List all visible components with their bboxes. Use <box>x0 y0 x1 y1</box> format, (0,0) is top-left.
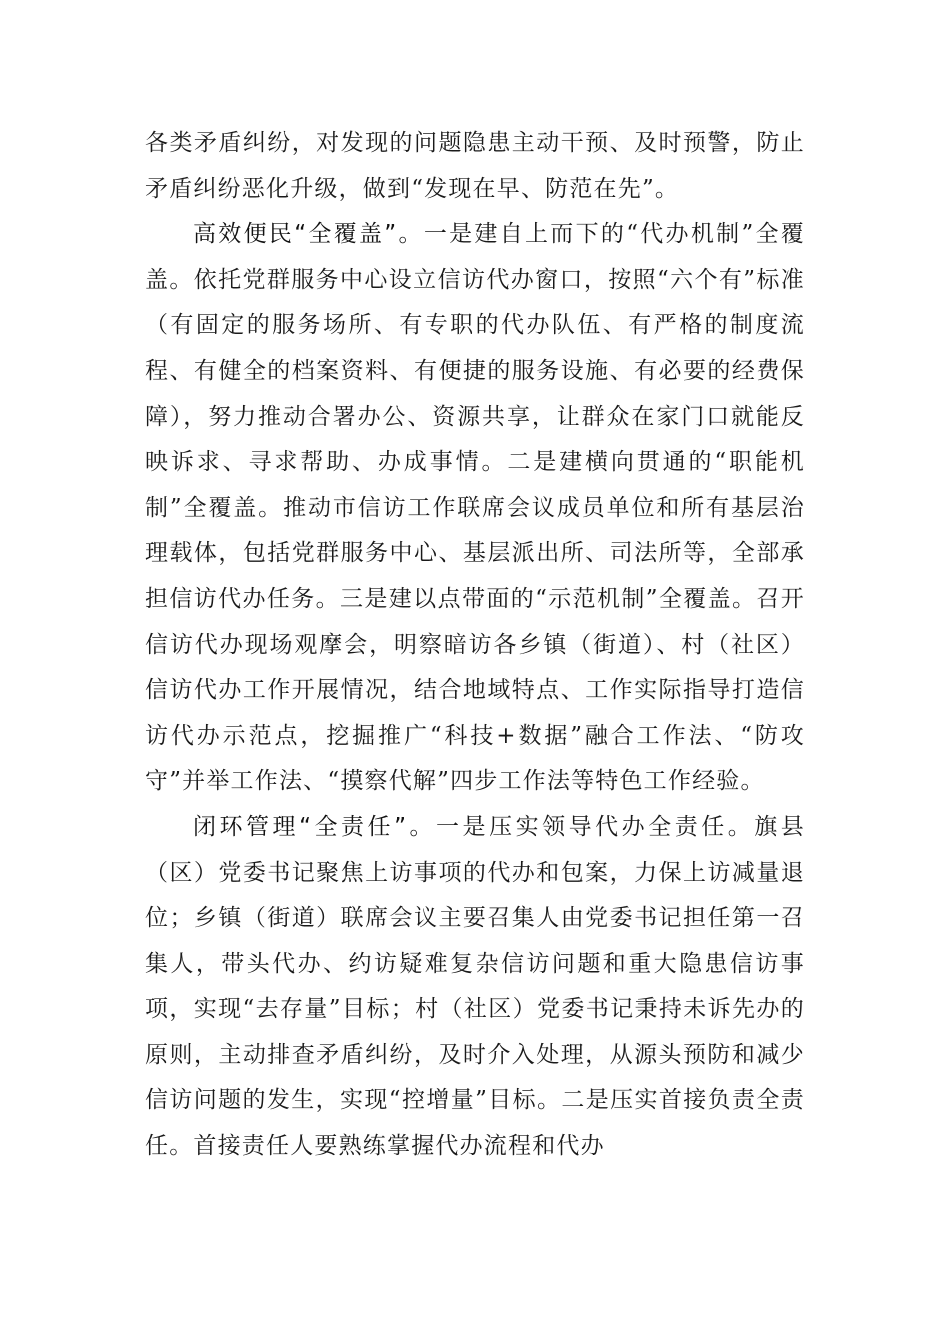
paragraph-body-text: 一是压实领导代办全责任。旗县（区）党委书记聚焦上访事项的代办和包案，力保上访减量退位；乡镇（街道）联席会议主要召集人由党委书记担任第一召集人，带头代办、约访疑难复杂信访问题和重大隐患信访事项，实现“去存量”目标；村（社区）党委书记秉持未诉先办的原则，主动排查矛盾纠纷，及时介入处理，从源头预防和减少信访问题的发生，实现“控增量”目标。二是压实首接负责全责任。首接责任人要熟练掌握代办流程和代办 <box>145 813 805 1160</box>
paragraph-lead-heading: 闭环管理“全责任”。 <box>193 813 437 840</box>
paragraph-continuation <box>145 121 805 212</box>
paragraph-convenience <box>145 212 805 805</box>
paragraph-lead-heading: 高效便民“全覆盖”。 <box>193 221 424 248</box>
paragraph-body-text: 一是建自上而下的“代办机制”全覆盖。依托党群服务中心设立信访代办窗口，按照“六个有”标准（有固定的服务场所、有专职的代办队伍、有严格的制度流程、有健全的档案资料、有便捷的服务设施、有必要的经费保障），努力推动合署办公、资源共享，让群众在家门口就能反映诉求、寻求帮助、办成事情。二是建横向贯通的“职能机制”全覆盖。推动市信访工作联席会议成员单位和所有基层治理载体，包括党群服务中心、基层派出所、司法所等，全部承担信访代办任务。三是建以点带面的“示范机制”全覆盖。召开信访代办现场观摩会，明察暗访各乡镇（街道）、村（社区）信访代办工作开展情况，结合地域特点、工作实际指导打造信访代办示范点，挖掘推广“科技+数据”融合工作法、“防攻守”并举工作法、“摸察代解”四步工作法等特色工作经验。 <box>145 221 805 795</box>
paragraph-body-text: 各类矛盾纠纷，对发现的问题隐患主动干预、及时预警，防止矛盾纠纷恶化升级，做到“发现在早、防范在先”。 <box>145 130 805 202</box>
paragraph-closed-loop <box>145 805 805 1170</box>
document-body <box>145 121 805 1170</box>
